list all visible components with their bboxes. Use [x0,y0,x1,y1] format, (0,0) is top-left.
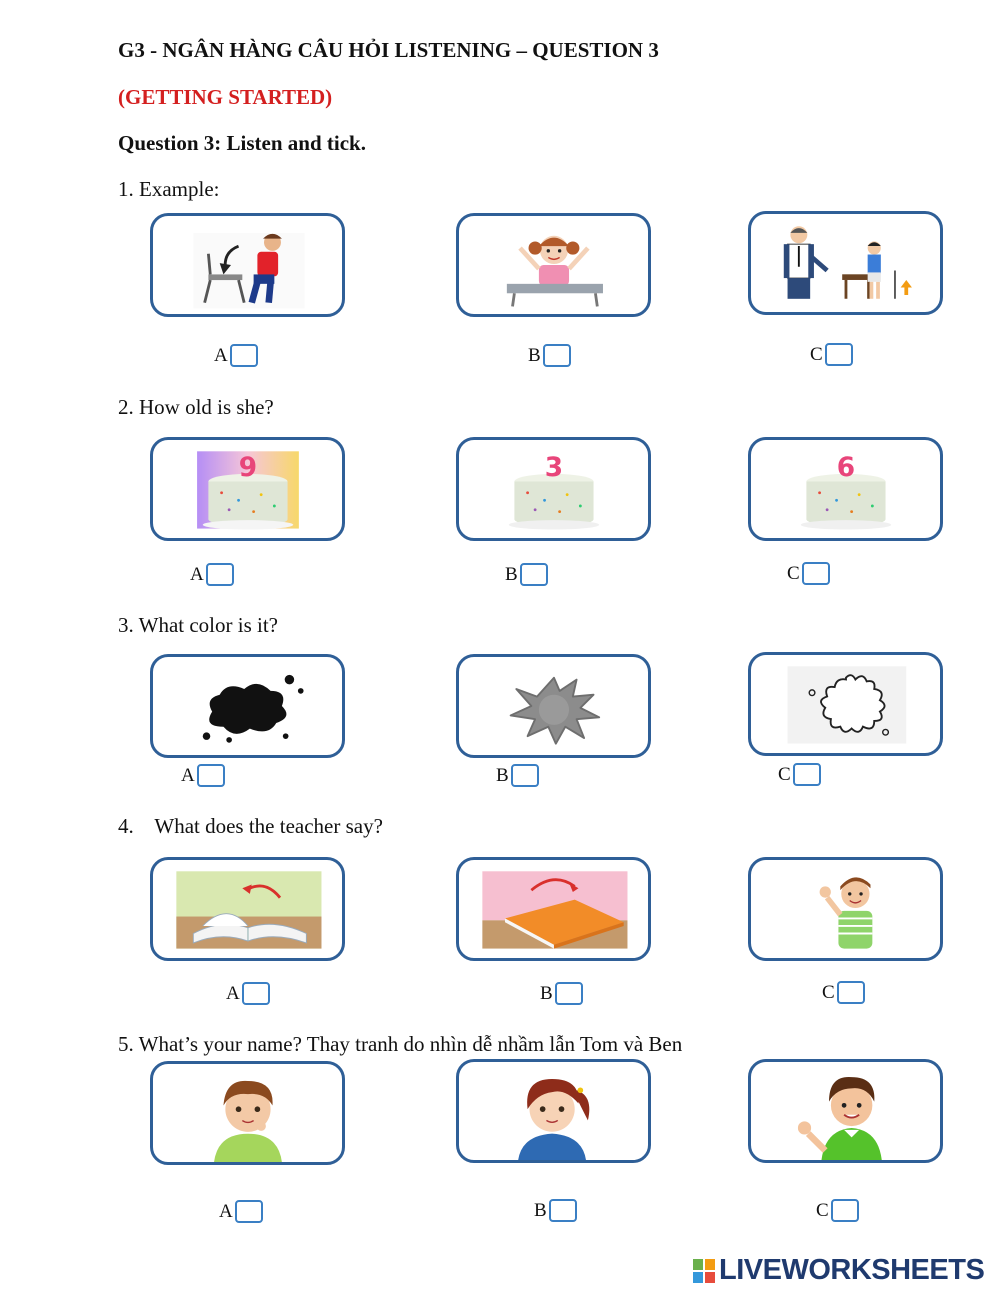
black-splash-icon [153,657,342,755]
q3-option-b-card [456,654,651,758]
liveworksheets-logo [693,1254,984,1287]
birthday-cake-icon [751,440,940,538]
q1-checkbox-c[interactable] [825,343,853,366]
q4-checkbox-b[interactable] [555,982,583,1005]
girl-face-icon [459,1062,648,1160]
option-letter: A [181,764,195,786]
q2-option-a-card [150,437,345,541]
sit-down-boy-icon [153,216,342,314]
closed-book-icon [459,860,648,958]
q5-option-b [534,1199,577,1222]
q4-checkbox-c[interactable] [837,981,865,1004]
worksheet-title: G3 - NGÂN HÀNG CÂU HỎI LISTENING – QUESTION 3 [118,38,659,62]
q4-option-a-card [150,857,345,961]
question-4-label: 4. What does the teacher say? [118,814,383,838]
boy-face-icon [153,1064,342,1162]
question-2-label: 2. How old is she? [118,395,274,419]
q4-option-c [822,981,865,1004]
question-instruction: Question 3: Listen and tick. [118,131,366,155]
q5-checkbox-a[interactable] [235,1200,263,1223]
worksheet-subtitle: (GETTING STARTED) [118,85,333,109]
option-letter: B [540,982,553,1004]
option-letter: B [505,563,518,585]
q1-checkbox-b[interactable] [543,344,571,367]
q3-option-c-card [748,652,943,756]
cake-number-6: 6 [836,452,856,483]
question-5-label: 5. What’s your name? Thay tranh do nhìn dễ nhầm lẫn Tom và Ben [118,1032,683,1056]
logo-text: LIVEWORKSHEETS [719,1254,985,1286]
q3-checkbox-b[interactable] [511,764,539,787]
q3-checkbox-a[interactable] [197,764,225,787]
q1-option-b-card [456,213,651,317]
q4-checkbox-a[interactable] [242,982,270,1005]
q2-option-b [505,563,548,586]
option-letter: A [214,344,228,366]
q1-option-a-card [150,213,345,317]
q5-option-c [816,1199,859,1222]
q1-option-c [810,343,853,366]
q5-option-a [219,1200,263,1223]
q4-option-a [226,982,270,1005]
q5-checkbox-b[interactable] [549,1199,577,1222]
q5-option-c-card [748,1059,943,1163]
open-book-icon [153,860,342,958]
girl-at-desk-icon [459,216,648,314]
option-letter: C [816,1199,829,1221]
birthday-cake-icon [153,440,342,538]
grey-splash-icon [459,657,648,755]
option-letter: A [190,563,204,585]
q2-option-a [190,563,234,586]
q1-option-c-card [748,211,943,315]
boy-waving-face-icon [751,1062,940,1160]
q3-option-a [181,764,225,787]
q3-option-b [496,764,539,787]
white-splash-icon [751,655,940,753]
q2-option-c-card [748,437,943,541]
q4-option-b-card [456,857,651,961]
q5-checkbox-c[interactable] [831,1199,859,1222]
q2-option-b-card [456,437,651,541]
q2-checkbox-a[interactable] [206,563,234,586]
q2-option-c [787,562,830,585]
q2-checkbox-c[interactable] [802,562,830,585]
option-letter: B [528,344,541,366]
q1-option-a [214,344,258,367]
q3-option-c [778,763,821,786]
q3-option-a-card [150,654,345,758]
cake-number-9: 9 [238,452,258,483]
liveworksheets-logo-icon [693,1259,715,1283]
waving-boy-icon [751,860,940,958]
q3-checkbox-c[interactable] [793,763,821,786]
option-letter: C [787,562,800,584]
question-1-label: 1. Example: [118,177,220,201]
q5-option-a-card [150,1061,345,1165]
q2-checkbox-b[interactable] [520,563,548,586]
q4-option-c-card [748,857,943,961]
option-letter: B [496,764,509,786]
q1-option-b [528,344,571,367]
option-letter: C [822,981,835,1003]
option-letter: C [810,343,823,365]
q1-checkbox-a[interactable] [230,344,258,367]
option-letter: C [778,763,791,785]
q5-option-b-card [456,1059,651,1163]
birthday-cake-icon [459,440,648,538]
option-letter: A [226,982,240,1004]
cake-number-3: 3 [544,452,564,483]
question-3-label: 3. What color is it? [118,613,278,637]
option-letter: B [534,1199,547,1221]
q4-option-b [540,982,583,1005]
option-letter: A [219,1200,233,1222]
teacher-stand-up-icon [751,214,940,312]
